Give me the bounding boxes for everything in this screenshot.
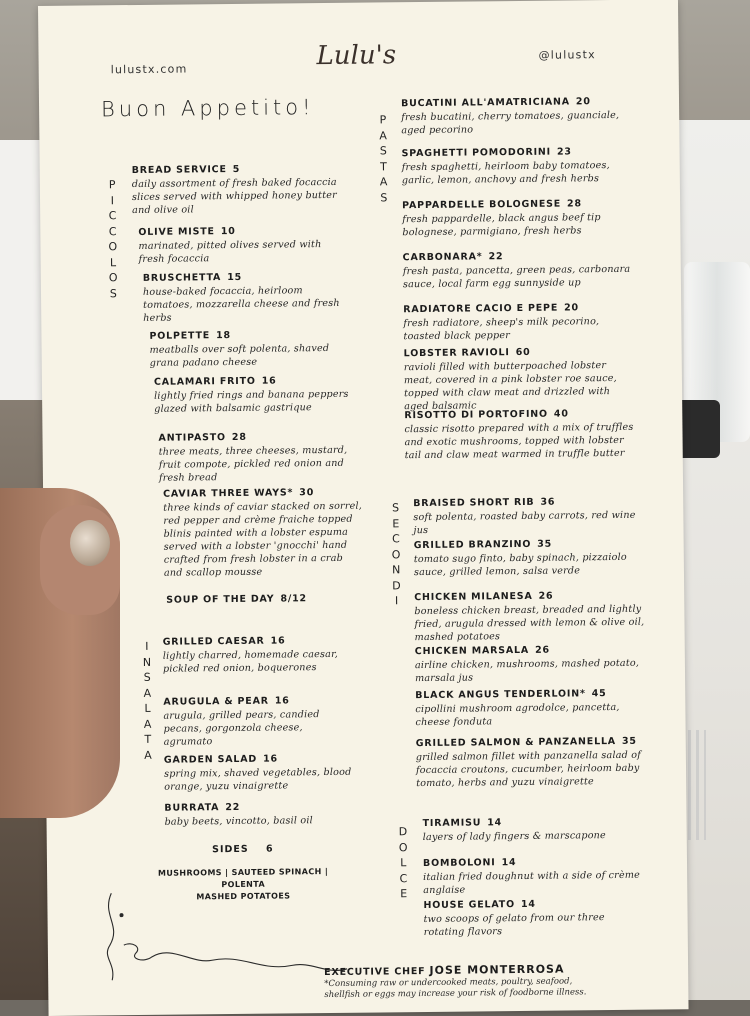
menu-item-name: [158, 431, 358, 444]
section-label-letter: T: [380, 159, 388, 173]
section-label-pastas: [379, 112, 389, 205]
section-label-letter: L: [109, 255, 118, 269]
section-label-insalata: [143, 639, 154, 763]
section-label-letter: O: [391, 547, 402, 561]
section-label-letter: E: [392, 516, 401, 530]
pastas-menu-item: [403, 302, 633, 343]
menu-item-price: 30: [299, 487, 315, 499]
pastas-menu-item: [402, 198, 632, 239]
piccolos-menu-item: [149, 329, 349, 370]
menu-item-title: CAVIAR THREE WAYS*: [163, 487, 294, 500]
section-label-secondi: [391, 500, 402, 609]
section-label-letter: S: [392, 501, 401, 515]
menu-item-price: 16: [270, 635, 286, 647]
menu-item-description: marinated, pitted olives served with fresh focaccia: [138, 239, 322, 265]
section-label-letter: C: [108, 209, 118, 223]
menu-item-name: [423, 816, 643, 829]
menu-item-name: [163, 487, 363, 500]
menu-title: Buon Appetito!: [100, 95, 315, 122]
section-label-letter: I: [145, 639, 150, 653]
section-label-letter: A: [144, 748, 153, 762]
menu-item-title: PAPPARDELLE BOLOGNESE: [402, 198, 562, 212]
section-label-letter: D: [398, 825, 409, 839]
menu-item-description: house-baked focaccia, heirloom tomatoes, mozzarella cheese and fresh herbs: [142, 285, 340, 324]
menu-item-price: 26: [534, 644, 550, 656]
menu-item-title: SPAGHETTI POMODORINI: [401, 146, 552, 160]
menu-item-description: fresh pappardelle, black angus beef tip bolognese, parmigiano, fresh herbs: [402, 212, 601, 239]
menu-item-price: 26: [538, 590, 554, 602]
menu-item-price: 35: [621, 735, 637, 747]
food-safety-disclaimer: *Consuming raw or undercooked meats, poultry, seafood, shellfish or eggs may increase your risk of foodborne illness.: [324, 976, 587, 1001]
menu-item-name: [149, 329, 349, 342]
line-art-face-drawing: [91, 883, 352, 996]
menu-item-name: [401, 96, 631, 109]
menu-item-description: fresh radiatore, sheep's milk pecorino, toasted black pepper: [403, 316, 600, 343]
menu-item-name: [132, 163, 342, 176]
menu-item-description: lightly fried rings and banana peppers glazed with balsamic gastrique: [154, 388, 349, 415]
dolce-menu-item: [423, 898, 643, 939]
secondi-menu-item: [415, 644, 645, 685]
pastas-menu-item: [404, 346, 635, 413]
section-label-letter: C: [108, 224, 118, 238]
menu-item-price: 16: [261, 375, 277, 387]
menu-item-description: fresh pasta, pancetta, green peas, carbonara sauce, local farm egg sunnyside up: [402, 263, 631, 291]
menu-item-price: 16: [274, 695, 290, 707]
menu-item-price: 36: [540, 496, 556, 508]
menu-item-price: 28: [231, 431, 247, 443]
dolce-menu-item: [423, 856, 643, 897]
section-label-letter: S: [109, 286, 118, 300]
menu-item-name: [402, 198, 632, 211]
insalata-menu-item: [163, 635, 353, 676]
menu-item-description: boneless chicken breast, breaded and lightly fried, arugula dressed with lemon & olive oil, mashed potatoes: [414, 603, 645, 644]
menu-item-description: fresh bucatini, cherry tomatoes, guanciale, aged pecorino: [401, 109, 620, 137]
secondi-menu-item: [415, 688, 645, 729]
menu-item-price: 23: [556, 146, 572, 158]
menu-item-title: BRUSCHETTA: [142, 272, 222, 284]
sides-price: 6: [265, 843, 274, 855]
menu-item-name: [413, 496, 643, 509]
menu-item-name: [404, 408, 634, 421]
chef-credit: [324, 963, 564, 979]
social-handle: @lulustx: [538, 48, 596, 62]
chef-name: JOSE MONTERROSA: [429, 962, 565, 977]
menu-item-title: GRILLED SALMON & PANZANELLA: [415, 735, 616, 750]
menu-item-price: 60: [515, 346, 531, 359]
menu-item-price: 14: [520, 898, 536, 910]
menu-item-title: CALAMARI FRITO: [153, 375, 256, 388]
menu-item-description: lightly charred, homemade caesar, pickled red onion, boquerones: [162, 648, 339, 675]
menu-item-title: GRILLED CAESAR: [162, 635, 265, 648]
glitter-nail: [70, 520, 110, 566]
menu-item-title: HOUSE GELATO: [423, 899, 515, 912]
section-label-letter: T: [144, 732, 153, 746]
menu-item-description: two scoops of gelato from our three rotating flavors: [423, 912, 605, 939]
piccolos-menu-item: [132, 163, 343, 217]
menu-item-title: POLPETTE: [149, 330, 211, 342]
section-label-letter: A: [143, 717, 153, 731]
menu-item-description: baby beets, vincotto, basil oil: [164, 815, 313, 828]
pastas-menu-item: [404, 408, 635, 462]
section-label-letter: L: [400, 856, 408, 870]
menu-item-name: [415, 644, 645, 657]
menu-item-title: TIRAMISU: [422, 817, 482, 830]
menu-item-title: CARBONARA*: [402, 251, 483, 264]
secondi-menu-item: [414, 590, 645, 644]
menu-item-title: SOUP OF THE DAY: [166, 593, 275, 606]
piccolos-menu-item: [154, 375, 354, 416]
menu-item-name: [143, 271, 343, 284]
menu-item-title: CHICKEN MARSALA: [414, 644, 530, 658]
section-label-letter: L: [144, 701, 152, 715]
section-label-dolce: [399, 824, 409, 902]
menu-item-description: soft polenta, roasted baby carrots, red wine jus: [413, 509, 636, 537]
menu-item-title: BURRATA: [164, 802, 220, 814]
pastas-menu-item: [401, 96, 631, 137]
menu-item-name: [163, 635, 353, 648]
piccolos-menu-item: [138, 225, 338, 266]
menu-item-description: layers of lady fingers & marscapone: [422, 830, 606, 844]
menu-item-title: ARUGULA & PEAR: [163, 695, 269, 708]
menu-item-name: [414, 590, 644, 603]
menu-item-name: [154, 375, 354, 388]
menu-item-title: OLIVE MISTE: [138, 226, 215, 238]
menu-item-description: grilled salmon fillet with panzanella salad of focaccia croutons, cucumber, heirloom baby tomato, herbs and yuzu vinaigrette: [415, 749, 641, 790]
piccolos-menu-item: [158, 431, 359, 485]
menu-item-price: 10: [220, 225, 236, 238]
menu-item-name: [423, 856, 643, 869]
menu-item-price: 22: [488, 251, 504, 263]
section-label-letter: C: [392, 532, 401, 546]
website-url: lulustx.com: [110, 62, 188, 77]
menu-item-name: [404, 346, 634, 359]
section-label-letter: A: [379, 128, 388, 142]
menu-item-name: [166, 593, 366, 606]
menu-item-price: 35: [537, 538, 553, 550]
section-label-letter: N: [392, 563, 402, 577]
secondi-menu-item: [416, 736, 647, 790]
section-label-piccolos: [108, 177, 119, 301]
pastas-menu-item: [402, 146, 632, 187]
menu-item-title: GARDEN SALAD: [163, 753, 258, 766]
insalata-menu-item: [164, 801, 354, 829]
menu-item-price: 20: [564, 302, 579, 314]
section-label-letter: D: [392, 578, 402, 592]
menu-item-price: 22: [225, 801, 241, 814]
section-label-letter: O: [398, 840, 409, 854]
sides-line-1: MUSHROOMS | SAUTEED SPINACH | POLENTA: [157, 867, 329, 890]
menu-item-name: [164, 753, 354, 766]
section-label-letter: O: [108, 240, 119, 254]
menu-item-title: BLACK ANGUS TENDERLOIN*: [415, 688, 586, 702]
section-label-letter: S: [143, 670, 152, 684]
menu-item-name: [403, 250, 633, 263]
menu-item-price: 15: [227, 271, 243, 284]
section-label-letter: N: [142, 655, 153, 669]
menu-item-title: RADIATORE CACIO E PEPE: [403, 302, 559, 316]
chef-label: EXECUTIVE CHEF: [324, 965, 426, 979]
menu-item-name: [163, 695, 353, 708]
sides-title-label: SIDES: [212, 843, 249, 856]
section-label-letter: A: [143, 686, 153, 700]
piccolos-menu-item: [166, 593, 366, 606]
section-label-letter: S: [379, 144, 388, 158]
piccolos-menu-item: [143, 271, 344, 325]
menu-item-description: fresh spaghetti, heirloom baby tomatoes, garlic, lemon, anchovy and fresh herbs: [401, 160, 610, 187]
section-label-letter: I: [394, 594, 400, 608]
menu-item-title: BUCATINI ALL'AMATRICIANA: [400, 96, 570, 110]
menu-item-name: [423, 898, 643, 911]
menu-item-description: cipollini mushroom agrodolce, pancetta, cheese fonduta: [415, 701, 620, 729]
menu-item-title: RISOTTO DI PORTOFINO: [404, 408, 548, 422]
menu-item-price: 14: [487, 817, 503, 829]
section-label-letter: O: [108, 271, 119, 285]
menu-item-name: [415, 688, 645, 701]
section-label-letter: S: [380, 190, 389, 204]
menu-item-description: three meats, three cheeses, mustard, fruit compote, pickled red onion and fresh bread: [158, 444, 348, 484]
menu-item-title: ANTIPASTO: [158, 432, 226, 444]
sides-title: [143, 843, 343, 856]
secondi-menu-item: [413, 496, 643, 537]
menu-item-name: [414, 538, 644, 551]
section-label-letter: A: [379, 175, 389, 189]
menu-item-title: CHICKEN MILANESA: [414, 590, 533, 604]
menu-item-description: spring mix, shaved vegetables, blood orange, yuzu vinaigrette: [163, 766, 352, 793]
menu-item-description: italian fried doughnut with a side of crème anglaise: [423, 869, 641, 897]
menu-item-price: 45: [591, 688, 607, 700]
dolce-menu-item: [423, 816, 643, 844]
menu-item-price: 40: [553, 408, 569, 420]
menu-item-description: tomato sugo finto, baby spinach, pizzaiolo sauce, grilled lemon, salsa verde: [413, 551, 627, 579]
menu-item-price: 14: [501, 857, 517, 869]
menu-card: [38, 0, 689, 1016]
menu-item-description: ravioli filled with butterpoached lobster meat, covered in a pink lobster roe sauce, topped with claw meat and drizzled with aged balsamic: [403, 360, 617, 413]
menu-item-price: 18: [216, 329, 231, 342]
menu-item-description: arugula, grilled pears, candied pecans, gorgonzola cheese, agrumato: [163, 709, 320, 748]
sides-line-2: MASHED POTATOES: [196, 891, 291, 902]
menu-item-price: 5: [232, 163, 241, 175]
menu-item-price: 16: [263, 753, 278, 765]
menu-item-title: BRAISED SHORT RIB: [413, 496, 535, 510]
piccolos-menu-item: [163, 487, 364, 580]
menu-item-description: meatballs over soft polenta, shaved grana padano cheese: [149, 342, 330, 369]
secondi-menu-item: [414, 538, 644, 579]
menu-item-price: 20: [575, 96, 591, 108]
menu-item-title: GRILLED BRANZINO: [413, 538, 532, 552]
insalata-menu-item: [164, 753, 354, 794]
pastas-menu-item: [403, 250, 633, 291]
menu-item-name: [403, 302, 633, 315]
menu-item-name: [416, 736, 646, 749]
menu-item-description: airline chicken, mushrooms, mashed potato, marsala jus: [414, 657, 640, 685]
menu-item-name: [402, 146, 632, 159]
restaurant-logo: Lulu's: [316, 40, 397, 72]
menu-item-title: BREAD SERVICE: [131, 164, 227, 177]
section-label-letter: P: [379, 113, 388, 127]
menu-item-title: BOMBOLONI: [422, 857, 496, 870]
menu-item-description: daily assortment of fresh baked focaccia slices served with whipped honey butter and olive oil: [131, 176, 337, 217]
menu-item-price: 28: [566, 198, 582, 210]
menu-item-name: [138, 225, 338, 238]
menu-item-price: 8/12: [280, 593, 307, 605]
menu-item-description: classic risotto prepared with a mix of truffles and exotic mushrooms, topped with lobster tail and claw meat warmed in truffle butter: [404, 421, 634, 462]
insalata-menu-item: [163, 695, 354, 749]
section-label-letter: C: [399, 871, 409, 885]
section-label-letter: P: [108, 178, 117, 192]
menu-item-description: three kinds of caviar stacked on sorrel, red pepper and crème fraiche topped blinis painted with a lobster espuma served with a lobster 'gnocchi' hand crafted from fresh lobster in a crab and scallop mousse: [163, 500, 363, 579]
section-label-letter: I: [110, 193, 116, 207]
section-label-letter: E: [400, 887, 409, 901]
menu-item-name: [164, 801, 354, 814]
menu-item-title: LOBSTER RAVIOLI: [403, 347, 510, 360]
